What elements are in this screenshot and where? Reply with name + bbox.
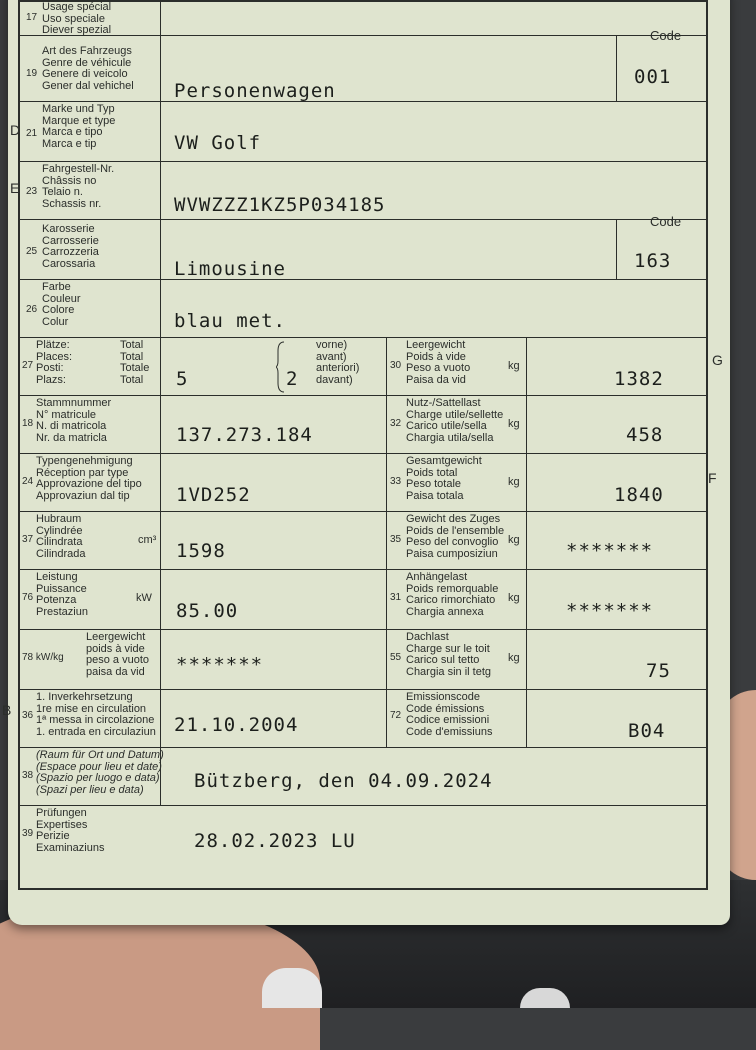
field-label: Prüfungen Expertises Perizie Examinaziuns: [36, 807, 105, 854]
field-number: 25: [26, 246, 38, 257]
first-registration-value: 21.10.2004: [174, 714, 299, 736]
field-number: 19: [26, 68, 38, 79]
row-39: [20, 806, 706, 888]
seats-total-value: 5: [176, 368, 189, 390]
field-number: 17: [26, 12, 38, 23]
field-number: 26: [26, 304, 38, 315]
field-label: Marke und Typ Marque et type Marca e tipo Marca e tip: [42, 103, 116, 150]
body-type-value: Limousine: [174, 258, 286, 280]
field-label: 1. Inverkehrsetzung 1re mise en circulation 1ª messa in circolazione 1. entrada en circulaziun: [36, 691, 156, 738]
row-21: [20, 102, 706, 162]
unit-label: kg: [508, 476, 520, 488]
field-number: 76: [22, 592, 34, 603]
margin-letter-g: G: [712, 352, 723, 368]
unit-label: kg: [508, 360, 520, 372]
shoe: [262, 968, 322, 1008]
row-36-72: [20, 690, 706, 748]
field-label: Emissionscode Code émissions Codice emissioni Code d'emissiuns: [406, 691, 493, 738]
vehicle-registration-document: [2, 0, 730, 925]
field-number: 18: [22, 418, 34, 429]
payload-value: 458: [626, 424, 664, 446]
code-label: Code: [650, 214, 682, 229]
field-number: 31: [390, 592, 402, 603]
field-number: 38: [22, 770, 34, 781]
seats-front-label: vorne) avant) anteriori) davant): [316, 339, 360, 386]
field-number: 36: [22, 710, 34, 721]
field-label: Leergewicht poids à vide peso a vuoto paisa da vid: [86, 631, 149, 678]
field-label: Leergewicht Poids à vide Peso a vuoto Paisa da vid: [406, 339, 471, 386]
roof-load-value: 75: [646, 660, 671, 682]
body-type-code: 163: [634, 250, 672, 272]
row-24-33: [20, 454, 706, 512]
row-25: [20, 214, 706, 280]
seats-total-label: Total Total Totale Total: [120, 339, 150, 386]
unit-label: cm³: [138, 534, 157, 546]
unit-label: kg: [508, 534, 520, 546]
field-number: 37: [22, 534, 34, 545]
make-model-value: VW Golf: [174, 132, 262, 154]
field-label: Fahrgestell-Nr. Châssis no Telaio n. Schassis nr.: [42, 163, 115, 210]
field-label: (Raum für Ort und Datum) (Espace pour lieu et date) (Spazio per luogo e data) (Spazi per lieu e data): [36, 749, 164, 796]
emission-code-value: B04: [628, 720, 666, 742]
unit-label: kg: [508, 418, 520, 430]
power-weight-value: *******: [176, 654, 264, 676]
field-number: 72: [390, 710, 402, 721]
field-label: Karosserie Carrosserie Carrozzeria Carossaria: [42, 223, 99, 270]
total-weight-value: 1840: [614, 484, 664, 506]
row-78-55: [20, 630, 706, 690]
field-number: 21: [26, 128, 38, 139]
seats-label: Plätze: Places: Posti: Plazs:: [36, 339, 73, 386]
row-26: [20, 280, 706, 338]
field-number: 35: [390, 534, 402, 545]
row-18-32: [20, 396, 706, 454]
margin-letter-d: D: [10, 122, 21, 138]
towing-load-value: *******: [566, 600, 654, 622]
field-label: Gewicht des Zuges Poids de l'ensemble Peso del convoglio Paisa cumposiziun: [406, 513, 505, 560]
master-number-value: 137.273.184: [176, 424, 313, 446]
brace-icon: [276, 341, 286, 393]
registration-form: [18, 0, 708, 890]
unit-label: kg: [508, 592, 520, 604]
inspection-value: 28.02.2023 LU: [194, 830, 356, 852]
field-label: Nutz-/Sattellast Charge utile/sellette Carico utile/sella Chargia utila/sella: [406, 397, 504, 444]
margin-letter-e: E: [10, 180, 20, 196]
vehicle-type-code: 001: [634, 66, 672, 88]
empty-weight-value: 1382: [614, 368, 664, 390]
row-17: [20, 2, 706, 36]
row-37-35: [20, 512, 706, 570]
row-76-31: [20, 570, 706, 630]
chassis-number-value: WVWZZZ1KZ5P034185: [174, 194, 386, 216]
field-label: Farbe Couleur Colore Colur: [42, 281, 81, 328]
train-weight-value: *******: [566, 540, 654, 562]
field-label: Stammnummer N° matricule N. di matricola Nr. da matricla: [36, 397, 112, 444]
row-27-30: [20, 338, 706, 396]
field-label: Typengenehmigung Réception par type Approvazione del tipo Approvaziun dal tip: [36, 455, 142, 502]
field-number: 30: [390, 360, 402, 371]
field-label: Gesamtgewicht Poids total Peso totale Paisa totala: [406, 455, 482, 502]
row-19: [20, 28, 706, 102]
field-number: 55: [390, 652, 402, 663]
field-label: Hubraum Cylindrée Cilindrata Cilindrada: [36, 513, 86, 560]
unit-label: kg: [508, 652, 520, 664]
field-number: 32: [390, 418, 402, 429]
field-label: Usage spécial Uso speciale Diever spezial: [42, 1, 112, 36]
power-value: 85.00: [176, 600, 239, 622]
field-number: 24: [22, 476, 34, 487]
row-38: [20, 748, 706, 806]
field-label: Art des Fahrzeugs Genre de véhicule Genere di veicolo Gener dal vehichel: [42, 45, 134, 92]
field-number: 27: [22, 360, 34, 371]
type-approval-value: 1VD252: [176, 484, 251, 506]
row-23: [20, 162, 706, 220]
seats-front-value: 2: [286, 368, 299, 390]
color-value: blau met.: [174, 310, 286, 332]
code-label: Code: [650, 28, 682, 43]
place-date-value: Bützberg, den 04.09.2024: [194, 770, 493, 792]
margin-letter-b: B: [2, 702, 12, 718]
margin-letter-f: F: [708, 470, 717, 486]
field-label: Leistung Puissance Potenza Prestaziun: [36, 571, 88, 618]
field-label: Dachlast Charge sur le toit Carico sul tetto Chargia sin il tetg: [406, 631, 491, 678]
field-label: Anhängelast Poids remorquable Carico rimorchiato Chargia annexa: [406, 571, 499, 618]
field-number: 23: [26, 186, 38, 197]
unit-label: kW: [136, 592, 152, 604]
field-number: 78 kW/kg: [22, 652, 64, 663]
field-number: 33: [390, 476, 402, 487]
field-number: 39: [22, 828, 34, 839]
displacement-value: 1598: [176, 540, 226, 562]
vehicle-type-value: Personenwagen: [174, 80, 336, 102]
